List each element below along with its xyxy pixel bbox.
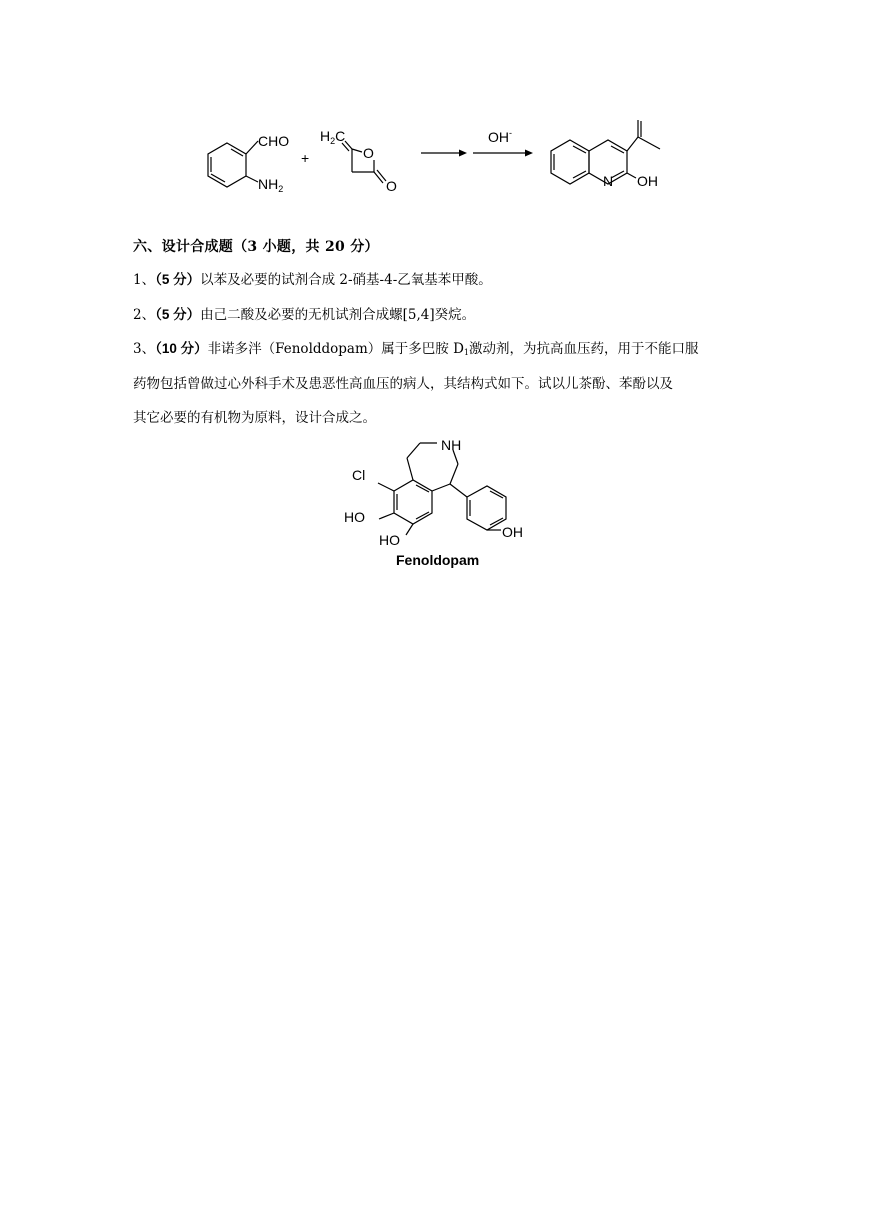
section-title: 六、设计合成题（3 小题，共 20 分） <box>133 239 379 255</box>
reactant1-cho-label: CHO <box>258 133 290 149</box>
fenoldopam-structure <box>0 420 869 580</box>
question-2 <box>133 305 475 325</box>
fenoldopam-caption: Fenoldopam <box>396 552 480 568</box>
question-3-text-b: 激动剂，为抗高血压药，用于不能口服 <box>469 341 699 357</box>
fenoldopam-oh-label: OH <box>502 524 523 540</box>
reagent-label: OH- <box>488 128 512 145</box>
fenoldopam-cl-label: Cl <box>352 467 366 483</box>
reactant1-nh2-label: $NH_2$ <box>258 176 284 194</box>
reactant2-h2c-label: $H_2C$ <box>320 128 346 146</box>
question-3-number: 3、 <box>133 341 156 357</box>
fenoldopam-ho2-label: HO <box>379 532 400 548</box>
reaction-scheme <box>0 0 869 210</box>
question-3-line-1 <box>133 339 699 363</box>
fenoldopam-svg <box>0 420 869 580</box>
question-3-score: （10 分） <box>155 341 208 356</box>
plus-sign: + <box>301 150 310 166</box>
reactant2-carbonyl-o-label: O <box>386 178 397 194</box>
question-2-number: 2、 <box>133 307 156 323</box>
question-1 <box>133 270 492 290</box>
question-3-subscript: 1 <box>463 348 469 357</box>
question-3-text-a: 非诺多泮（Fenolddopam）属于多巴胺 D <box>207 341 464 357</box>
question-3-line-3: 其它必要的有机物为原料，设计合成之。 <box>133 410 376 426</box>
product-oh-label: OH <box>637 173 658 189</box>
reaction-scheme-svg <box>0 0 869 210</box>
fenoldopam-ho1-label: HO <box>344 509 365 525</box>
product-n-label: N <box>603 173 614 189</box>
question-3-line-2: 药物包括曾做过心外科手术及患恶性高血压的病人，其结构式如下。试以儿茶酚、苯酚以及 <box>133 376 673 392</box>
fenoldopam-benzene-ring <box>394 480 432 524</box>
reactant1-ring <box>208 143 246 187</box>
reactant2-ring-o-label: O <box>363 145 374 161</box>
product-benzo-ring <box>551 140 589 184</box>
fenoldopam-nh-label: NH <box>441 437 462 453</box>
question-2-score: （5 分） <box>155 307 201 322</box>
fenoldopam-phenol-ring <box>467 486 506 530</box>
question-2-text: 由己二酸及必要的无机试剂合成螺[5,4]癸烷。 <box>200 307 476 323</box>
question-1-score: （5 分） <box>155 272 201 287</box>
question-1-text: 以苯及必要的试剂合成 2-硝基-4-乙氧基苯甲酸。 <box>200 272 492 288</box>
question-1-number: 1、 <box>133 272 156 288</box>
